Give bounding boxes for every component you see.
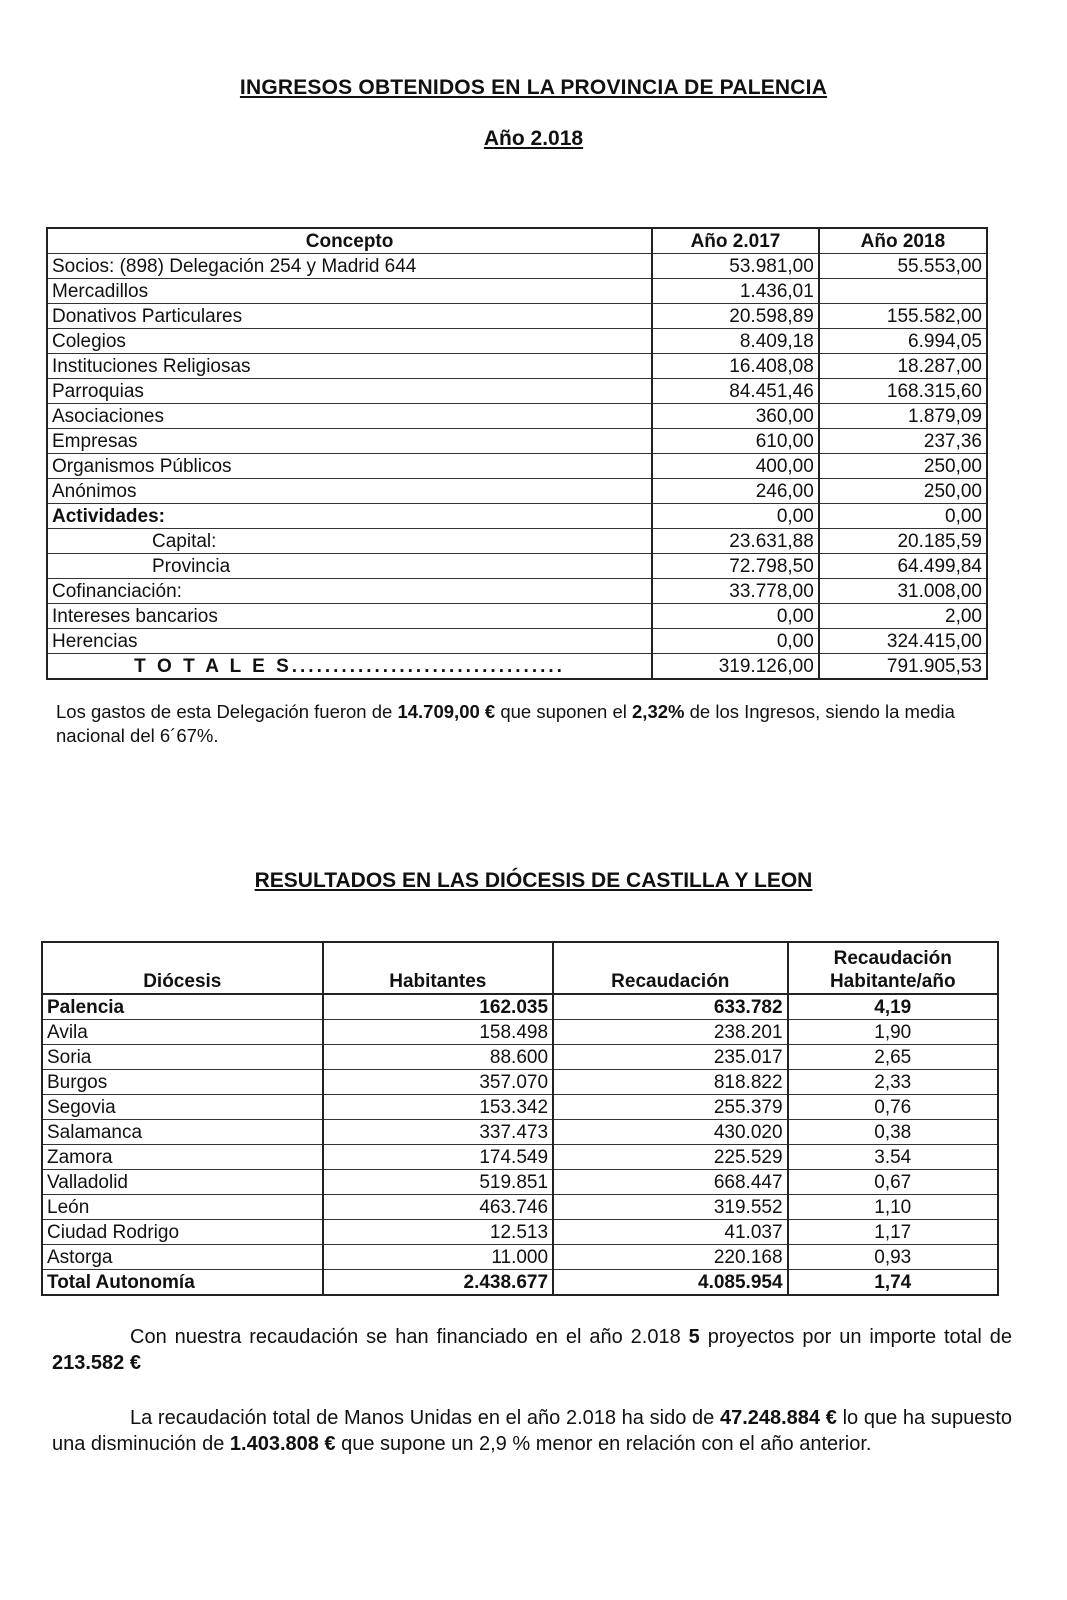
- proyectos-paragraph: [52, 1324, 1012, 1376]
- ingresos-2018: 250,00: [819, 479, 987, 504]
- recaudacion-text-e: que supone un 2,9 % menor en relación con el año anterior.: [335, 1433, 872, 1455]
- diocesis-recaudacion: 668.447: [553, 1170, 787, 1195]
- diocesis-name: Ciudad Rodrigo: [42, 1220, 323, 1245]
- header-recaudacion: Recaudación: [553, 942, 787, 994]
- diocesis-name: Salamanca: [42, 1120, 323, 1145]
- ingresos-2017: 0,00: [652, 629, 819, 654]
- diocesis-row: [42, 1045, 998, 1070]
- ingresos-concepto: Mercadillos: [47, 279, 652, 304]
- diocesis-row: [42, 1020, 998, 1045]
- diocesis-per-habitante: 0,93: [788, 1245, 998, 1270]
- ingresos-2017: 72.798,50: [652, 554, 819, 579]
- ingresos-row: [47, 604, 987, 629]
- diocesis-row: [42, 1095, 998, 1120]
- ingresos-2017: 16.408,08: [652, 354, 819, 379]
- diocesis-name: Zamora: [42, 1145, 323, 1170]
- diocesis-row: [42, 1195, 998, 1220]
- ingresos-2017: 23.631,88: [652, 529, 819, 554]
- ingresos-2018: 250,00: [819, 454, 987, 479]
- diocesis-habitantes: 153.342: [323, 1095, 553, 1120]
- diocesis-row: [42, 1170, 998, 1195]
- recaudacion-text-c: lo que ha supuesto una disminución de: [52, 1407, 1012, 1455]
- ingresos-row: [47, 354, 987, 379]
- ingresos-2017: 1.436,01: [652, 279, 819, 304]
- ingresos-2017: 246,00: [652, 479, 819, 504]
- ingresos-2017: 400,00: [652, 454, 819, 479]
- gastos-text-c: que suponen el: [495, 701, 633, 722]
- diocesis-per-habitante: 1,90: [788, 1020, 998, 1045]
- ingresos-concepto: Parroquias: [47, 379, 652, 404]
- ingresos-concepto: Capital:: [47, 529, 652, 554]
- diocesis-recaudacion: 225.529: [553, 1145, 787, 1170]
- diocesis-per-habitante: 3.54: [788, 1145, 998, 1170]
- diocesis-habitantes: 88.600: [323, 1045, 553, 1070]
- diocesis-name: Avila: [42, 1020, 323, 1045]
- totals-label: T O T A L E S.................................: [47, 654, 652, 680]
- diocesis-name: Palencia: [42, 994, 323, 1020]
- gastos-text-e: de los Ingresos, siendo la media nacional del 6´67%.: [56, 701, 955, 746]
- header-habitantes: Habitantes: [323, 942, 553, 994]
- section-title-diocesis: RESULTADOS EN LAS DIÓCESIS DE CASTILLA Y LEON: [254, 869, 813, 892]
- diocesis-per-habitante: 0,67: [788, 1170, 998, 1195]
- ingresos-2017: 84.451,46: [652, 379, 819, 404]
- diocesis-total-row: [42, 1270, 998, 1296]
- ingresos-concepto: Instituciones Religiosas: [47, 354, 652, 379]
- ingresos-2018: 324.415,00: [819, 629, 987, 654]
- ingresos-2017: 8.409,18: [652, 329, 819, 354]
- diocesis-per-habitante: 1,74: [788, 1270, 998, 1296]
- ingresos-concepto: Donativos Particulares: [47, 304, 652, 329]
- ingresos-concepto: Colegios: [47, 329, 652, 354]
- ingresos-concepto: Actividades:: [47, 504, 652, 529]
- ingresos-concepto: Intereses bancarios: [47, 604, 652, 629]
- ingresos-row: [47, 279, 987, 304]
- ingresos-row: [47, 329, 987, 354]
- diocesis-habitantes: 519.851: [323, 1170, 553, 1195]
- diocesis-name: Astorga: [42, 1245, 323, 1270]
- ingresos-2018: 64.499,84: [819, 554, 987, 579]
- ingresos-2018: 168.315,60: [819, 379, 987, 404]
- ingresos-concepto: Herencias: [47, 629, 652, 654]
- ingresos-2018: 55.553,00: [819, 254, 987, 279]
- diocesis-per-habitante: 4,19: [788, 994, 998, 1020]
- totals-2017: 319.126,00: [652, 654, 819, 680]
- disminucion-amount: 1.403.808 €: [229, 1433, 336, 1455]
- diocesis-habitantes: 158.498: [323, 1020, 553, 1045]
- diocesis-per-habitante: 1,17: [788, 1220, 998, 1245]
- diocesis-per-habitante: 0,76: [788, 1095, 998, 1120]
- diocesis-habitantes: 337.473: [323, 1120, 553, 1145]
- diocesis-habitantes: 357.070: [323, 1070, 553, 1095]
- recaudacion-total-amount: 47.248.884 €: [719, 1407, 837, 1429]
- ingresos-row: [47, 504, 987, 529]
- totals-2018: 791.905,53: [819, 654, 987, 680]
- diocesis-name: Soria: [42, 1045, 323, 1070]
- ingresos-concepto: Empresas: [47, 429, 652, 454]
- diocesis-recaudacion: 633.782: [553, 994, 787, 1020]
- ingresos-2018: 2,00: [819, 604, 987, 629]
- diocesis-recaudacion: 255.379: [553, 1095, 787, 1120]
- diocesis-row: [42, 1145, 998, 1170]
- diocesis-recaudacion: 235.017: [553, 1045, 787, 1070]
- ingresos-2018: 0,00: [819, 504, 987, 529]
- ingresos-2017: 360,00: [652, 404, 819, 429]
- ingresos-row: [47, 304, 987, 329]
- ingresos-2017: 33.778,00: [652, 579, 819, 604]
- ingresos-row: [47, 429, 987, 454]
- ingresos-2017: 20.598,89: [652, 304, 819, 329]
- diocesis-habitantes: 174.549: [323, 1145, 553, 1170]
- ingresos-2018: 1.879,09: [819, 404, 987, 429]
- header-concepto: Concepto: [47, 228, 652, 254]
- diocesis-recaudacion: 220.168: [553, 1245, 787, 1270]
- ingresos-row: [47, 454, 987, 479]
- ingresos-row: [47, 529, 987, 554]
- recaudacion-text-a: La recaudación total de Manos Unidas en el año 2.018 ha sido de: [130, 1407, 720, 1429]
- ingresos-row: [47, 404, 987, 429]
- diocesis-header-row: [42, 942, 998, 994]
- diocesis-name: Burgos: [42, 1070, 323, 1095]
- diocesis-per-habitante: 2,33: [788, 1070, 998, 1095]
- gastos-text-a: Los gastos de esta Delegación fueron de: [56, 701, 398, 722]
- ingresos-row: [47, 579, 987, 604]
- diocesis-recaudacion: 4.085.954: [553, 1270, 787, 1296]
- ingresos-totals-row: [47, 654, 987, 680]
- diocesis-habitantes: 2.438.677: [323, 1270, 553, 1296]
- ingresos-concepto: Socios: (898) Delegación 254 y Madrid 644: [47, 254, 652, 279]
- ingresos-2018: 31.008,00: [819, 579, 987, 604]
- diocesis-row: [42, 994, 998, 1020]
- diocesis-name: Valladolid: [42, 1170, 323, 1195]
- ingresos-2017: 53.981,00: [652, 254, 819, 279]
- ingresos-2017: 610,00: [652, 429, 819, 454]
- diocesis-recaudacion: 430.020: [553, 1120, 787, 1145]
- diocesis-name: León: [42, 1195, 323, 1220]
- diocesis-recaudacion: 319.552: [553, 1195, 787, 1220]
- ingresos-2018: 20.185,59: [819, 529, 987, 554]
- recaudacion-total-paragraph: [52, 1405, 1012, 1457]
- diocesis-recaudacion: 41.037: [553, 1220, 787, 1245]
- header-diocesis: Diócesis: [42, 942, 323, 994]
- gastos-amount: 14.709,00 €: [397, 701, 496, 722]
- proyectos-amount: 213.582 €: [52, 1352, 141, 1374]
- header-recaudacion-habitante: Recaudación Habitante/año: [788, 942, 998, 994]
- ingresos-concepto: Organismos Públicos: [47, 454, 652, 479]
- ingresos-header-row: [47, 228, 987, 254]
- diocesis-recaudacion: 818.822: [553, 1070, 787, 1095]
- header-ano-2017: Año 2.017: [652, 228, 819, 254]
- ingresos-2018: 237,36: [819, 429, 987, 454]
- ingresos-concepto: Cofinanciación:: [47, 579, 652, 604]
- diocesis-row: [42, 1220, 998, 1245]
- ingresos-concepto: Anónimos: [47, 479, 652, 504]
- ingresos-row: [47, 479, 987, 504]
- diocesis-row: [42, 1245, 998, 1270]
- ingresos-2018: [819, 279, 987, 304]
- diocesis-per-habitante: 1,10: [788, 1195, 998, 1220]
- ingresos-2018: 6.994,05: [819, 329, 987, 354]
- diocesis-habitantes: 162.035: [323, 994, 553, 1020]
- ingresos-row: [47, 629, 987, 654]
- ingresos-table: [46, 227, 988, 680]
- ingresos-concepto: Asociaciones: [47, 404, 652, 429]
- gastos-percent: 2,32%: [632, 701, 685, 722]
- diocesis-per-habitante: 2,65: [788, 1045, 998, 1070]
- diocesis-table: [41, 941, 999, 1296]
- header-ano-2018: Año 2018: [819, 228, 987, 254]
- diocesis-row: [42, 1070, 998, 1095]
- ingresos-2018: 155.582,00: [819, 304, 987, 329]
- diocesis-habitantes: 463.746: [323, 1195, 553, 1220]
- document-subtitle: Año 2.018: [483, 127, 584, 150]
- ingresos-2018: 18.287,00: [819, 354, 987, 379]
- gastos-paragraph: [56, 700, 1016, 748]
- diocesis-name: Segovia: [42, 1095, 323, 1120]
- ingresos-row: [47, 554, 987, 579]
- diocesis-habitantes: 12.513: [323, 1220, 553, 1245]
- ingresos-row: [47, 379, 987, 404]
- document-title: INGRESOS OBTENIDOS EN LA PROVINCIA DE PALENCIA: [239, 76, 828, 99]
- diocesis-habitantes: 11.000: [323, 1245, 553, 1270]
- diocesis-per-habitante: 0,38: [788, 1120, 998, 1145]
- diocesis-recaudacion: 238.201: [553, 1020, 787, 1045]
- ingresos-2017: 0,00: [652, 604, 819, 629]
- ingresos-row: [47, 254, 987, 279]
- proyectos-text-a: Con nuestra recaudación se han financiado en el año 2.018: [130, 1326, 689, 1348]
- ingresos-2017: 0,00: [652, 504, 819, 529]
- diocesis-name: Total Autonomía: [42, 1270, 323, 1296]
- proyectos-count: 5: [688, 1326, 700, 1348]
- ingresos-concepto: Provincia: [47, 554, 652, 579]
- proyectos-text-c: proyectos por un importe total de: [699, 1326, 1012, 1348]
- diocesis-row: [42, 1120, 998, 1145]
